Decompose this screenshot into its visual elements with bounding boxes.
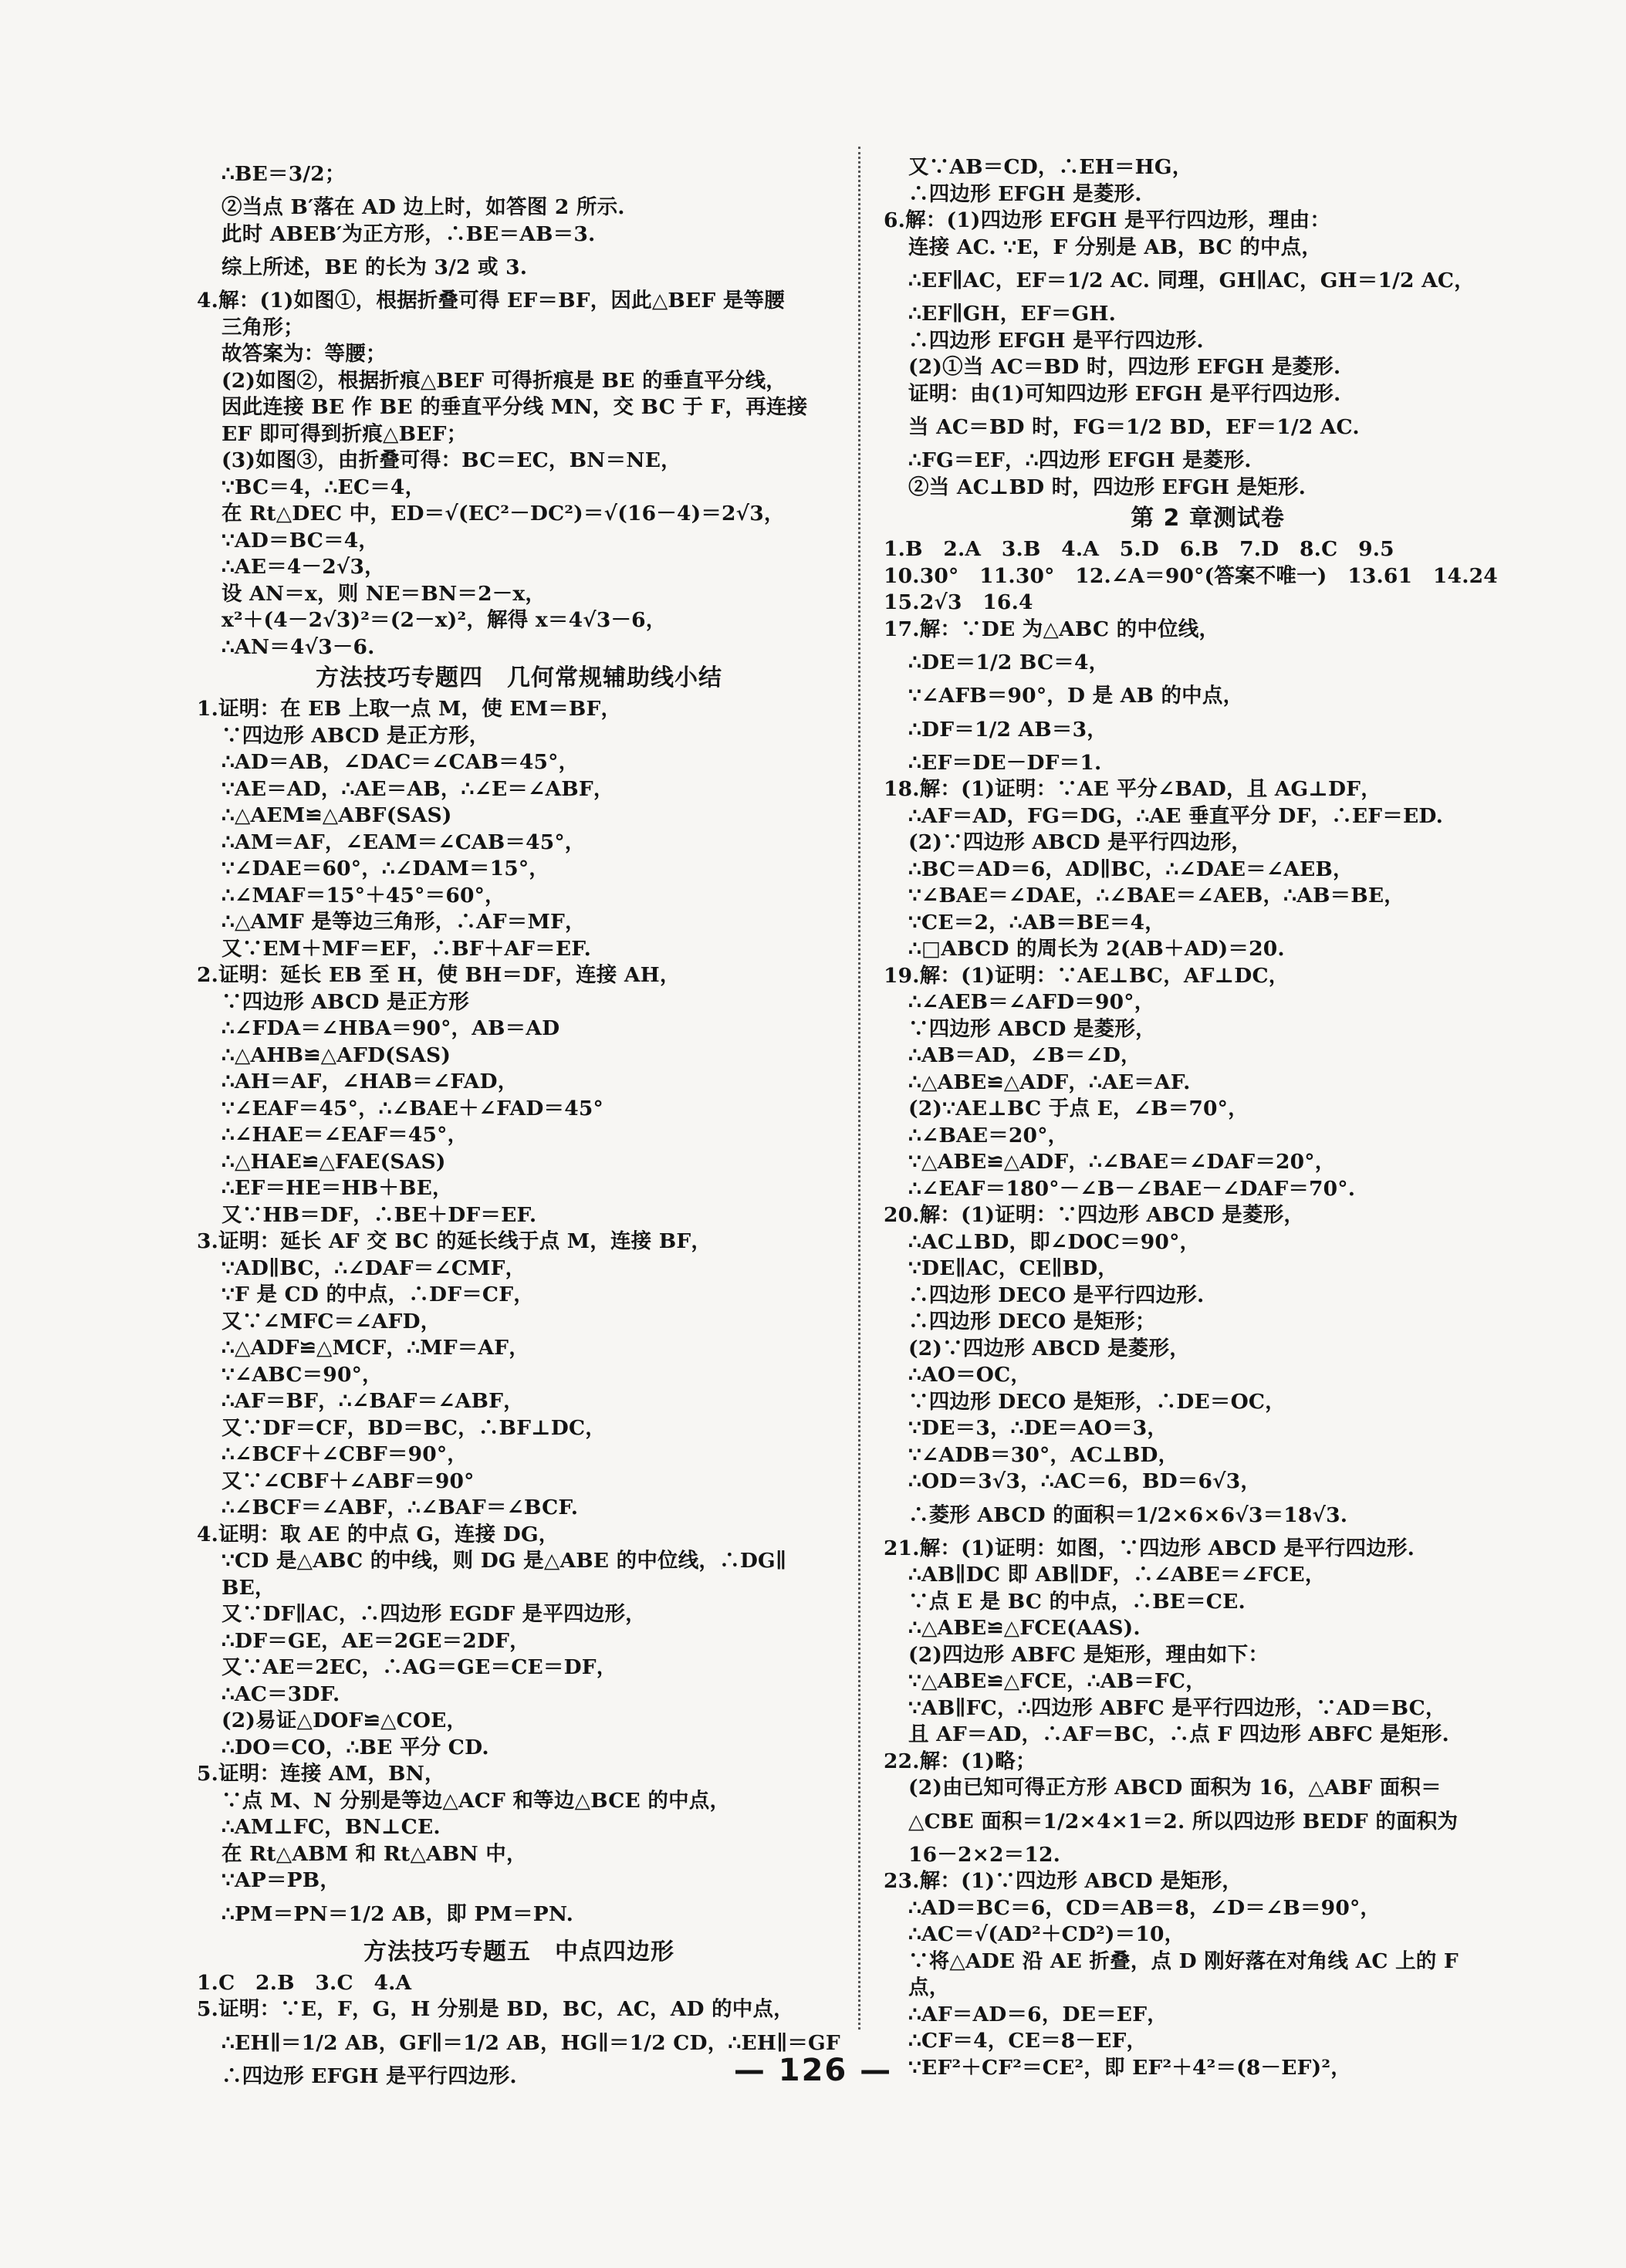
text-line: 且 AF＝AD，∴AF＝BC，∴点 F 四边形 ABFC 是矩形. xyxy=(908,1722,1449,1746)
text-line: ∵四边形 ABCD 是菱形， xyxy=(908,1016,1156,1041)
text-line: 2.证明：延长 EB 至 H，使 BH＝DF，连接 AH， xyxy=(197,963,681,987)
text-line: ∴OD＝3√3，∴AC＝6，BD＝6√3， xyxy=(908,1469,1262,1493)
text-line: (3)如图③，由折叠可得：BC＝EC，BN＝NE， xyxy=(221,448,681,472)
text-line: (2)∵四边形 ABCD 是菱形， xyxy=(908,1336,1190,1360)
text-line: ∵四边形 ABCD 是正方形， xyxy=(221,723,490,748)
text-line: ∵CE＝2，∴AB＝BE＝4， xyxy=(908,910,1165,935)
text-line: 点， xyxy=(908,1976,950,1999)
text-line: ∵点 M、N 分别是等边△ACF 和等边△BCE 的中点， xyxy=(221,1788,731,1813)
text-line: ∵AD∥BC，∴∠DAF＝∠CMF， xyxy=(221,1256,526,1280)
text-line: ∴EF＝DE－DF＝1. xyxy=(908,750,1102,775)
section-heading: 第 2 章测试卷 xyxy=(1131,505,1285,532)
right-column xyxy=(884,154,1532,2081)
text-line: ∴AM⊥FC，BN⊥CE. xyxy=(221,1815,441,1839)
text-line: ∴AO＝OC， xyxy=(908,1363,1032,1387)
text-line: 此时 ABEB′为正方形，∴BE＝AB＝3. xyxy=(221,221,596,246)
text-line: ∵BC＝4，∴EC＝4， xyxy=(221,475,426,499)
text-line: ∵∠EAF＝45°，∴∠BAE＋∠FAD＝45° xyxy=(221,1096,603,1120)
text-line: 5.证明：∵E，F，G，H 分别是 BD，BC，AC，AD 的中点， xyxy=(197,1997,794,2021)
text-line: 故答案为：等腰； xyxy=(221,342,387,366)
text-line: ∴∠AEB＝∠AFD＝90°， xyxy=(908,990,1155,1014)
text-line: ∴∠MAF＝15°＋45°＝60°， xyxy=(221,883,505,908)
text-line: 16－2×2＝12. xyxy=(908,1842,1061,1867)
text-line: ∴∠FDA＝∠HBA＝90°，AB＝AD xyxy=(221,1016,560,1040)
text-line: ∴AC＝3DF. xyxy=(221,1682,340,1706)
text-line: ∴AB∥DC 即 AB∥DF，∴∠ABE＝∠FCE， xyxy=(908,1563,1326,1587)
text-line: (2)如图②，根据折痕△BEF 可得折痕是 BE 的垂直平分线， xyxy=(221,368,786,393)
text-line: ∴□ABCD 的周长为 2(AB＋AD)＝20. xyxy=(908,937,1285,961)
text-line: 又∵DF∥AC，∴四边形 EGDF 是平四边形， xyxy=(221,1602,646,1626)
text-line: 10.30° 11.30° 12.∠A＝90°(答案不唯一) 13.61 14.24 xyxy=(884,563,1498,588)
text-line: 1.证明：在 EB 上取一点 M，使 EM＝BF， xyxy=(197,697,622,721)
text-line: ∴BC＝AD＝6，AD∥BC，∴∠DAE＝∠AEB， xyxy=(908,857,1354,881)
text-line: 22.解：(1)略； xyxy=(884,1749,1036,1773)
text-line: 17.解：∵DE 为△ABC 的中位线， xyxy=(884,617,1220,641)
text-line: ∴AE＝4－2√3， xyxy=(221,555,385,579)
text-line: ∴四边形 EFGH 是平行四边形. xyxy=(221,2064,517,2088)
text-line: ∵F 是 CD 的中点，∴DF＝CF， xyxy=(221,1283,534,1306)
text-line: 因此连接 BE 作 BE 的垂直平分线 MN，交 BC 于 F，再连接 xyxy=(221,395,808,419)
text-line: 19.解：(1)证明：∵AE⊥BC，AF⊥DC， xyxy=(884,963,1290,988)
text-line: ∴四边形 DECO 是矩形； xyxy=(908,1310,1156,1333)
text-line: ∴DE＝1/2 BC＝4， xyxy=(908,651,1110,674)
text-line: 又∵AB＝CD，∴EH＝HG， xyxy=(908,155,1193,179)
text-line: 3.证明：延长 AF 交 BC 的延长线于点 M，连接 BF， xyxy=(197,1229,712,1253)
text-line: x²＋(4－2√3)²＝(2－x)²，解得 x＝4√3－6， xyxy=(221,608,667,632)
text-line: 在 Rt△DEC 中，ED＝√(EC²－DC²)＝√(16－4)＝2√3， xyxy=(221,502,785,526)
text-line: ∴∠EAF＝180°－∠B－∠BAE－∠DAF＝70°. xyxy=(908,1176,1356,1201)
text-line: ∵DE∥AC，CE∥BD， xyxy=(908,1256,1119,1280)
text-line: ∴AN＝4√3－6. xyxy=(221,634,375,659)
text-line: ∴菱形 ABCD 的面积＝1/2×6×6√3＝18√3. xyxy=(908,1502,1348,1527)
text-line: ∴EF∥GH，EF＝GH. xyxy=(908,302,1117,326)
text-line: ∴PM＝PN＝1/2 AB，即 PM＝PN. xyxy=(221,1901,574,1926)
text-line: ∵EF²＋CF²＝CE²，即 EF²＋4²＝(8－EF)²， xyxy=(908,2055,1351,2080)
text-line: 20.解：(1)证明：∵四边形 ABCD 是菱形， xyxy=(884,1203,1305,1227)
text-line: ∵∠ADB＝30°，AC⊥BD， xyxy=(908,1442,1179,1467)
text-line: ∴AB＝AD，∠B＝∠D， xyxy=(908,1043,1141,1067)
text-line: ②当 AC⊥BD 时，四边形 EFGH 是矩形. xyxy=(908,475,1307,499)
text-line: ∵△ABE≌△FCE，∴AB＝FC， xyxy=(908,1669,1206,1693)
text-line: ∵点 E 是 BC 的中点，∴BE＝CE. xyxy=(908,1589,1246,1614)
column-divider xyxy=(858,147,860,2030)
text-line: ∵将△ADE 沿 AE 折叠，点 D 刚好落在对角线 AC 上的 F xyxy=(908,1949,1459,1973)
text-line: 21.解：(1)证明：如图，∵四边形 ABCD 是平行四边形. xyxy=(884,1536,1415,1560)
text-line: ∴△AMF 是等边三角形，∴AF＝MF， xyxy=(221,910,586,934)
text-line: ∴△ADF≌△MCF，∴MF＝AF， xyxy=(221,1336,529,1360)
text-line: (2)①当 AC＝BD 时，四边形 EFGH 是菱形. xyxy=(908,355,1341,379)
text-line: ∴△ABE≌△FCE(AAS). xyxy=(908,1616,1141,1640)
text-line: 又∵AE＝2EC，∴AG＝GE＝CE＝DF， xyxy=(221,1655,617,1679)
text-line: 当 AC＝BD 时，FG＝1/2 BD，EF＝1/2 AC. xyxy=(908,415,1360,439)
text-line: 又∵∠MFC＝∠AFD， xyxy=(221,1309,441,1333)
text-line: 在 Rt△ABM 和 Rt△ABN 中， xyxy=(221,1841,527,1866)
text-line: BE， xyxy=(221,1575,276,1600)
text-line: ②当点 B′落在 AD 边上时，如答图 2 所示. xyxy=(221,195,625,219)
section-heading: 方法技巧专题五 中点四边形 xyxy=(363,1938,674,1965)
text-line: ∴∠HAE＝∠EAF＝45°， xyxy=(221,1123,468,1147)
text-line: 连接 AC. ∵E，F 分别是 AB，BC 的中点， xyxy=(908,235,1323,259)
text-line: ∴∠BCF＋∠CBF＝90°， xyxy=(221,1442,468,1466)
text-line: ∵∠BAE＝∠DAE，∴∠BAE＝∠AEB，∴AB＝BE， xyxy=(908,884,1405,908)
text-line: ∴DO＝CO，∴BE 平分 CD. xyxy=(221,1735,489,1759)
text-line: ∴AH＝AF，∠HAB＝∠FAD， xyxy=(221,1070,519,1093)
text-line: 6.解：(1)四边形 EFGH 是平行四边形，理由： xyxy=(884,208,1331,232)
text-line: 又∵DF＝CF，BD＝BC，∴BF⊥DC， xyxy=(221,1415,606,1440)
text-line: 三角形； xyxy=(221,315,304,340)
text-line: ∴AF＝BF，∴∠BAF＝∠ABF， xyxy=(221,1389,524,1413)
text-line: ∴△HAE≌△FAE(SAS) xyxy=(221,1149,446,1174)
text-line: ∵四边形 DECO 是矩形，∴DE＝OC， xyxy=(908,1389,1286,1414)
text-line: ∴四边形 EFGH 是平行四边形. xyxy=(908,328,1204,353)
text-line: 证明：由(1)可知四边形 EFGH 是平行四边形. xyxy=(908,381,1341,406)
text-line: △CBE 面积＝1/2×4×1＝2. 所以四边形 BEDF 的面积为 xyxy=(908,1809,1459,1834)
text-line: (2)易证△DOF≌△COE， xyxy=(221,1709,468,1732)
text-line: 又∵∠CBF＋∠ABF＝90° xyxy=(221,1469,475,1493)
text-line: ∵∠AFB＝90°，D 是 AB 的中点， xyxy=(908,684,1244,708)
text-line: ∵四边形 ABCD 是正方形 xyxy=(221,989,469,1014)
text-line: ∴四边形 DECO 是平行四边形. xyxy=(908,1283,1205,1307)
text-line: ∴EF∥AC，EF＝1/2 AC. 同理，GH∥AC，GH＝1/2 AC， xyxy=(908,269,1475,292)
text-line: ∴△ABE≌△ADF，∴AE＝AF. xyxy=(908,1070,1191,1094)
text-line: 18.解：(1)证明：∵AE 平分∠BAD，且 AG⊥DF， xyxy=(884,777,1381,801)
text-line: 设 AN＝x，则 NE＝BN＝2－x， xyxy=(221,581,546,606)
text-line: ∴AF＝AD，FG＝DG，∴AE 垂直平分 DF，∴EF＝ED. xyxy=(908,803,1444,828)
section-heading: 方法技巧专题四 几何常规辅助线小结 xyxy=(316,664,722,691)
text-line: 5.证明：连接 AM，BN， xyxy=(197,1762,445,1786)
text-line: 又∵HB＝DF，∴BE＋DF＝EF. xyxy=(221,1202,537,1227)
text-line: 又∵EM＋MF＝EF，∴BF＋AF＝EF. xyxy=(221,936,592,961)
text-line: ∴FG＝EF，∴四边形 EFGH 是菱形. xyxy=(908,448,1252,472)
text-line: ∵△ABE≌△ADF，∴∠BAE＝∠DAF＝20°， xyxy=(908,1150,1336,1174)
page-number: — 126 — xyxy=(733,2053,893,2088)
text-line: ∴AC＝√(AD²＋CD²)＝10， xyxy=(908,1922,1185,1946)
text-line: 4.解：(1)如图①，根据折叠可得 EF＝BF，因此△BEF 是等腰 xyxy=(197,289,785,313)
text-line: ∴∠BAE＝20°， xyxy=(908,1123,1069,1148)
text-line: ∴EF＝HE＝HB＋BE， xyxy=(221,1176,453,1200)
text-line: ∵∠ABC＝90°， xyxy=(221,1362,383,1387)
text-line: 4.证明：取 AE 的中点 G，连接 DG， xyxy=(197,1522,559,1546)
text-line: ∵AP＝PB， xyxy=(221,1868,341,1892)
text-line: ∴DF＝GE，AE＝2GE＝2DF， xyxy=(221,1628,530,1653)
text-line: ∵CD 是△ABC 的中线，则 DG 是△ABE 的中位线，∴DG∥ xyxy=(221,1549,787,1573)
text-line: ∵AE＝AD，∴AE＝AB，∴∠E＝∠ABF， xyxy=(221,776,614,801)
text-line: ∴AC⊥BD，即∠DOC＝90°， xyxy=(908,1229,1201,1254)
text-line: (2)由已知可得正方形 ABCD 面积为 16，△ABF 面积＝ xyxy=(908,1776,1442,1800)
text-line: ∴AF＝AD＝6，DE＝EF， xyxy=(908,2002,1168,2026)
text-line: ∴△AHB≌△AFD(SAS) xyxy=(221,1043,451,1067)
text-line: ∴△AEM≌△ABF(SAS) xyxy=(221,803,452,827)
text-line: ∴EH∥＝1/2 AB，GF∥＝1/2 AB，HG∥＝1/2 CD，∴EH∥＝GF xyxy=(221,2030,840,2055)
text-line: ∴AD＝BC＝6，CD＝AB＝8，∠D＝∠B＝90°， xyxy=(908,1895,1381,1920)
text-line: EF 即可得到折痕△BEF； xyxy=(221,421,468,446)
text-line: 23.解：(1)∵四边形 ABCD 是矩形， xyxy=(884,1869,1242,1893)
text-line: (2)∵四边形 ABCD 是平行四边形， xyxy=(908,830,1252,854)
text-line: (2)∵AE⊥BC 于点 E，∠B＝70°， xyxy=(908,1097,1249,1120)
text-line: ∵AD＝BC＝4， xyxy=(221,528,380,553)
text-line: (2)四边形 ABFC 是矩形，理由如下： xyxy=(908,1642,1269,1667)
text-line: ∵∠DAE＝60°，∴∠DAM＝15°， xyxy=(221,857,549,880)
text-line: 1.C 2.B 3.C 4.A xyxy=(197,1970,412,1995)
text-line: ∴AD＝AB，∠DAC＝∠CAB＝45°， xyxy=(221,750,580,774)
left-column xyxy=(197,154,841,2090)
text-line: ∴BE＝3/2； xyxy=(221,162,346,186)
text-line: 综上所述，BE 的长为 3/2 或 3. xyxy=(221,255,528,279)
text-line: ∵DE＝3，∴DE＝AO＝3， xyxy=(908,1416,1168,1440)
text-line: ∴AM＝AF，∠EAM＝∠CAB＝45°， xyxy=(221,830,586,854)
text-line: ∴四边形 EFGH 是菱形. xyxy=(908,181,1142,206)
text-line: ∴∠BCF＝∠ABF，∴∠BAF＝∠BCF. xyxy=(221,1496,579,1519)
text-line: 1.B 2.A 3.B 4.A 5.D 6.B 7.D 8.C 9.5 xyxy=(884,537,1394,561)
text-line: ∵AB∥FC，∴四边形 ABFC 是平行四边形，∵AD＝BC， xyxy=(908,1695,1446,1720)
text-line: ∴DF＝1/2 AB＝3， xyxy=(908,717,1107,742)
text-line: ∴CF＝4，CE＝8－EF， xyxy=(908,2029,1148,2053)
text-line: 15.2√3 16.4 xyxy=(884,590,1033,614)
